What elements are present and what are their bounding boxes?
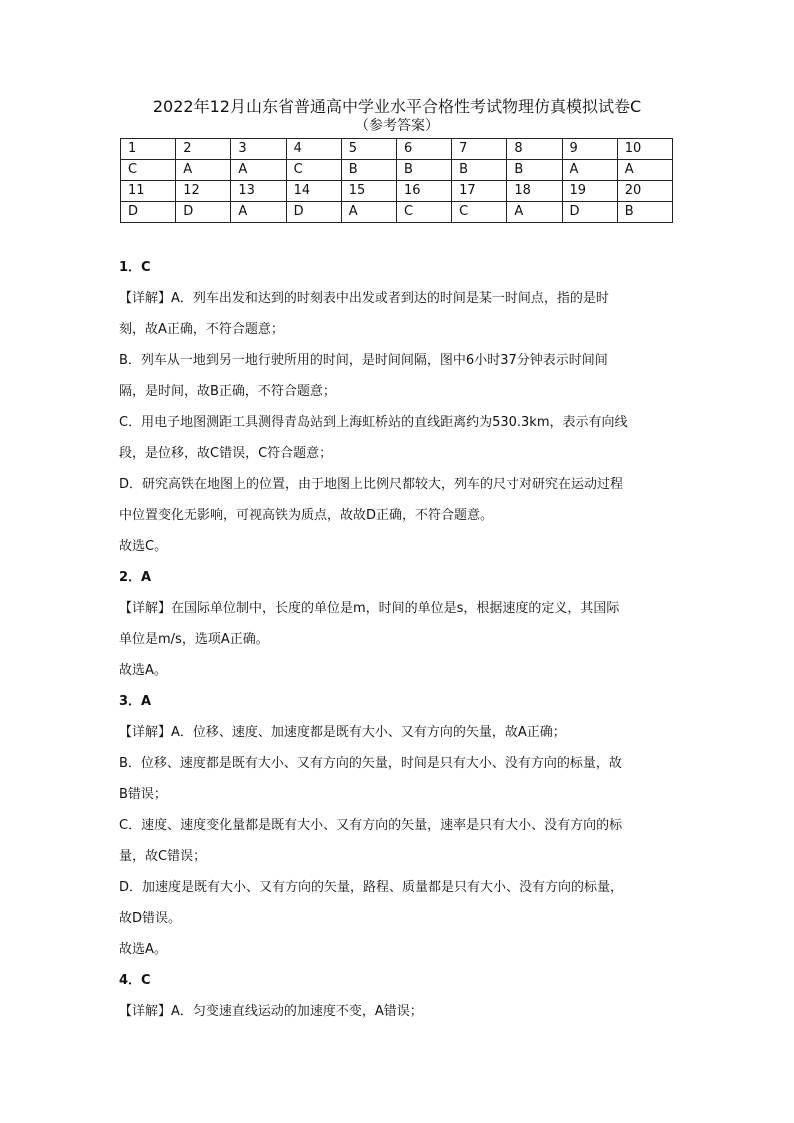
answer-cell: B (396, 160, 451, 181)
solution-line: 单位是m/s，选项A正确。 (119, 632, 269, 647)
answer-row (121, 160, 673, 181)
answer-cell: B (341, 160, 396, 181)
answer-table (120, 138, 673, 223)
solution-line: 中位置变化无影响，可视高铁为质点，故故D正确，不符合题意。 (119, 508, 494, 523)
answer-cell: D (286, 202, 341, 223)
question-answer-heading: 2．A (119, 570, 152, 585)
question-number-cell: 14 (286, 181, 341, 202)
solution-line: 段，是位移，故C错误，C符合题意； (119, 446, 333, 461)
solution-line: 故选A。 (119, 663, 167, 678)
question-number-cell: 3 (231, 139, 286, 160)
question-number-cell: 8 (507, 139, 562, 160)
solution-line: 故选C。 (119, 539, 168, 554)
answer-cell: D (176, 202, 231, 223)
answer-cell: D (562, 202, 617, 223)
solution-line: 故选A。 (119, 942, 167, 957)
solution-line: B．列车从一地到另一地行驶所用的时间，是时间间隔，图中6小时37分钟表示时间间 (119, 353, 608, 368)
answer-cell: D (121, 202, 176, 223)
question-number-cell: 4 (286, 139, 341, 160)
solution-line: 隔，是时间，故B正确，不符合题意； (119, 384, 336, 399)
answer-cell: B (452, 160, 507, 181)
question-answer-heading: 4．C (119, 973, 151, 988)
document-subtitle: （参考答案） (355, 118, 439, 134)
question-number-cell: 5 (341, 139, 396, 160)
answer-cell: C (452, 202, 507, 223)
answer-cell: A (562, 160, 617, 181)
solution-line: 【详解】在国际单位制中，长度的单位是m，时间的单位是s，根据速度的定义，其国际 (119, 601, 620, 616)
solution-line: B．位移、速度都是既有大小、又有方向的矢量，时间是只有大小、没有方向的标量，故 (119, 756, 622, 771)
question-number-cell: 7 (452, 139, 507, 160)
solution-line: C．用电子地图测距工具测得青岛站到上海虹桥站的直线距离约为530.3km，表示有向线 (119, 415, 628, 430)
answer-cell: A (617, 160, 672, 181)
question-number-row (121, 139, 673, 160)
solution-line: 【详解】A．列车出发和达到的时刻表中出发或者到达的时间是某一时间点，指的是时 (119, 291, 609, 306)
question-answer-heading: 1．C (119, 260, 151, 275)
answer-cell: C (286, 160, 341, 181)
answer-cell: C (121, 160, 176, 181)
solution-line: 故D错误。 (119, 911, 182, 926)
question-number-cell: 16 (396, 181, 451, 202)
document-title: 2022年12月山东省普通高中学业水平合格性考试物理仿真模拟试卷C (152, 97, 642, 116)
question-number-cell: 2 (176, 139, 231, 160)
question-number-cell: 18 (507, 181, 562, 202)
question-number-row (121, 181, 673, 202)
question-number-cell: 20 (617, 181, 672, 202)
solution-line: 【详解】A．位移、速度、加速度都是既有大小、又有方向的矢量，故A正确； (119, 725, 566, 740)
question-number-cell: 19 (562, 181, 617, 202)
question-number-cell: 10 (617, 139, 672, 160)
solution-line: D．加速度是既有大小、又有方向的矢量，路程、质量都是只有大小、没有方向的标量， (119, 880, 624, 895)
question-number-cell: 17 (452, 181, 507, 202)
question-number-cell: 9 (562, 139, 617, 160)
answer-cell: B (507, 160, 562, 181)
answer-cell: C (396, 202, 451, 223)
solution-line: D．研究高铁在地图上的位置，由于地图上比例尺都较大，列车的尺寸对研究在运动过程 (119, 477, 624, 492)
answer-cell: A (231, 202, 286, 223)
question-number-cell: 1 (121, 139, 176, 160)
question-number-cell: 6 (396, 139, 451, 160)
question-number-cell: 12 (176, 181, 231, 202)
answer-row (121, 202, 673, 223)
question-number-cell: 13 (231, 181, 286, 202)
answer-cell: A (231, 160, 286, 181)
solution-line: 量，故C错误； (119, 849, 207, 864)
answer-cell: A (176, 160, 231, 181)
answer-cell: B (617, 202, 672, 223)
question-number-cell: 11 (121, 181, 176, 202)
solution-text (119, 252, 679, 1027)
answer-cell: A (507, 202, 562, 223)
answer-cell: A (341, 202, 396, 223)
solution-line: 【详解】A．匀变速直线运动的加速度不变，A错误； (119, 1004, 423, 1019)
question-answer-heading: 3．A (119, 694, 152, 709)
question-number-cell: 15 (341, 181, 396, 202)
solution-line: B错误； (119, 787, 167, 802)
solution-line: C．速度、速度变化量都是既有大小、又有方向的矢量，速率是只有大小、没有方向的标 (119, 818, 623, 833)
solution-line: 刻，故A正确，不符合题意； (119, 322, 284, 337)
